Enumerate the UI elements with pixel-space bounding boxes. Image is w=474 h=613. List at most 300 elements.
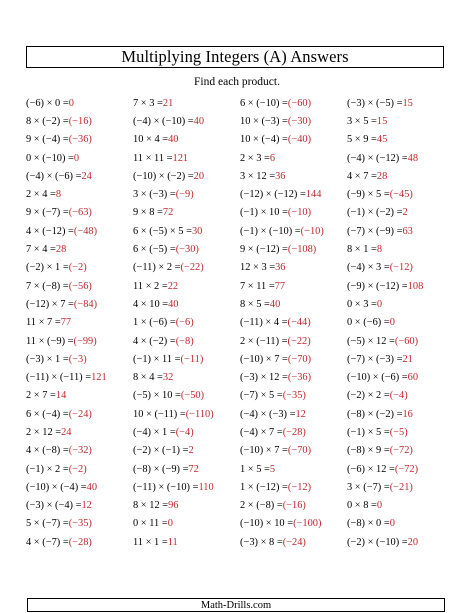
problem-answer: 5 xyxy=(269,463,276,475)
problem-expression: 0 × 3 = xyxy=(347,298,377,310)
problem-answer: (−72) xyxy=(389,445,413,457)
problem-expression: (−3) × (−4) = xyxy=(26,500,82,512)
problem-item xyxy=(26,442,133,460)
problem-expression: (−1) × 2 = xyxy=(26,463,69,475)
problem-answer: (−10) xyxy=(300,225,324,237)
problem-answer: 30 xyxy=(191,225,203,237)
problem-item xyxy=(347,185,456,203)
problem-expression: (−12) × (−12) = xyxy=(240,189,306,201)
problem-item xyxy=(347,332,456,350)
problem-expression: 4 × (−2) = xyxy=(133,335,176,347)
problem-item xyxy=(347,478,456,496)
problem-item xyxy=(133,368,240,386)
problem-answer: 110 xyxy=(198,481,214,493)
problem-item xyxy=(26,460,133,478)
problem-answer: (−2) xyxy=(68,262,87,274)
problem-expression: 12 × 3 = xyxy=(240,262,276,274)
problem-answer: (−28) xyxy=(282,426,306,438)
problem-expression: 7 × 4 = xyxy=(26,244,56,256)
problem-item xyxy=(240,387,347,405)
problem-expression: 1 × 5 = xyxy=(240,463,270,475)
problem-expression: 1 × (−12) = xyxy=(240,481,288,493)
problem-answer: 20 xyxy=(193,170,205,182)
problem-item xyxy=(347,131,456,149)
problem-expression: 2 × 12 = xyxy=(26,426,62,438)
problem-answer: 36 xyxy=(275,170,286,182)
problem-expression: 8 × 1 = xyxy=(347,244,377,256)
problem-answer: 0 xyxy=(167,518,173,530)
problem-expression: 4 × 7 = xyxy=(347,170,377,182)
problem-grid xyxy=(26,94,456,551)
problem-answer: 60 xyxy=(407,372,419,384)
problem-answer: (−28) xyxy=(68,536,92,548)
problem-answer: 108 xyxy=(407,280,424,292)
problem-expression: 7 × 3 = xyxy=(133,97,163,109)
problem-item xyxy=(347,167,456,185)
problem-expression: 5 × 9 = xyxy=(347,134,377,146)
problem-item xyxy=(133,112,240,130)
problem-answer: 6 xyxy=(269,152,276,164)
problem-answer: 40 xyxy=(269,298,281,310)
problem-item xyxy=(26,478,133,496)
problem-item xyxy=(133,423,240,441)
problem-expression: (−6) × 12 = xyxy=(347,463,395,475)
problem-expression: 6 × (−4) = xyxy=(26,408,69,420)
problem-expression: 0 × 11 = xyxy=(133,518,168,530)
problem-expression: (−8) × 0 = xyxy=(347,518,390,530)
problem-item xyxy=(240,222,347,240)
problem-expression: 2 × 4 = xyxy=(26,189,56,201)
footer-site: Math-Drills.com xyxy=(200,599,272,611)
problem-answer: (−16) xyxy=(68,115,92,127)
problem-expression: (−1) × 5 = xyxy=(347,426,390,438)
problem-answer: 24 xyxy=(81,170,92,182)
problem-item xyxy=(133,185,240,203)
problem-expression: 2 × 3 = xyxy=(240,152,270,164)
problem-item xyxy=(240,149,347,167)
problem-answer: 21 xyxy=(162,97,174,109)
problem-expression: (−10) × 7 = xyxy=(240,353,288,365)
problem-expression: 10 × (−4) = xyxy=(240,134,288,146)
problem-expression: (−8) × 9 = xyxy=(347,445,390,457)
problem-answer: (−24) xyxy=(68,408,92,420)
problem-expression: (−4) × 3 = xyxy=(347,262,390,274)
problem-item xyxy=(133,442,240,460)
problem-answer: (−48) xyxy=(73,225,98,237)
problem-item xyxy=(26,515,133,533)
problem-answer: (−9) xyxy=(175,189,194,201)
problem-answer: (−63) xyxy=(68,207,92,219)
problem-item xyxy=(240,131,347,149)
problem-answer: (−11) xyxy=(180,353,204,365)
problem-answer: 16 xyxy=(402,408,413,420)
problem-answer: (−32) xyxy=(68,445,92,457)
problem-expression: (−2) × 2 = xyxy=(347,390,390,402)
problem-item xyxy=(240,240,347,258)
problem-expression: 0 × (−6) = xyxy=(347,317,390,329)
problem-item xyxy=(240,314,347,332)
problem-expression: (−4) × 1 = xyxy=(133,426,176,438)
problem-item xyxy=(347,350,456,368)
problem-expression: 7 × (−8) = xyxy=(26,280,69,292)
problem-item xyxy=(347,240,456,258)
problem-expression: (−4) × (−12) = xyxy=(347,152,408,164)
problem-answer: 2 xyxy=(188,445,194,457)
problem-expression: (−1) × 10 = xyxy=(240,207,288,219)
problem-item xyxy=(347,94,456,112)
problem-answer: (−24) xyxy=(282,536,306,548)
problem-expression: 11 × 1 = xyxy=(133,536,168,548)
problem-answer: (−60) xyxy=(287,97,312,109)
problem-item xyxy=(347,222,456,240)
problem-item xyxy=(133,204,240,222)
problem-answer: 72 xyxy=(188,463,199,475)
problem-expression: 4 × (−12) = xyxy=(26,225,74,237)
problem-answer: (−21) xyxy=(389,481,413,493)
problem-item xyxy=(240,460,347,478)
problem-item xyxy=(347,515,456,533)
problem-item xyxy=(240,185,347,203)
problem-expression: 8 × 12 = xyxy=(133,500,169,512)
problem-answer: 96 xyxy=(168,500,179,512)
problem-expression: (−10) × (−4) = xyxy=(26,481,87,493)
problem-expression: 1 × (−6) = xyxy=(133,317,176,329)
problem-expression: (−1) × (−10) = xyxy=(240,225,301,237)
problem-expression: (−2) × (−10) = xyxy=(347,536,408,548)
problem-expression: 4 × (−8) = xyxy=(26,445,69,457)
problem-item xyxy=(26,204,133,222)
problem-answer: 28 xyxy=(376,170,388,182)
problem-item xyxy=(26,240,133,258)
problem-expression: (−4) × (−10) = xyxy=(133,115,194,127)
problem-answer: 28 xyxy=(55,244,67,256)
problem-answer: (−35) xyxy=(68,518,92,530)
problem-item xyxy=(347,533,456,551)
problem-expression: (−3) × 8 = xyxy=(240,536,283,548)
problem-answer: 121 xyxy=(172,152,189,164)
problem-expression: (−11) × 4 = xyxy=(240,317,288,329)
problem-item xyxy=(133,460,240,478)
problem-expression: 9 × (−4) = xyxy=(26,134,69,146)
problem-answer: (−2) xyxy=(68,463,87,475)
problem-expression: (−11) × (−11) = xyxy=(26,372,92,384)
problem-expression: 3 × 12 = xyxy=(240,170,276,182)
problem-answer: 0 xyxy=(68,97,74,109)
problem-expression: 6 × (−10) = xyxy=(240,97,288,109)
problem-item xyxy=(240,442,347,460)
problem-expression: 4 × 10 = xyxy=(133,298,169,310)
problem-expression: 3 × (−3) = xyxy=(133,189,176,201)
problem-answer: (−84) xyxy=(73,298,98,310)
problem-item xyxy=(133,167,240,185)
problem-item xyxy=(26,332,133,350)
problem-expression: (−2) × (−1) = xyxy=(133,445,189,457)
problem-expression: (−9) × 5 = xyxy=(347,189,390,201)
problem-answer: (−4) xyxy=(389,390,408,402)
problem-expression: (−2) × 1 = xyxy=(26,262,69,274)
problem-item xyxy=(26,149,133,167)
problem-expression: 2 × (−11) = xyxy=(240,335,288,347)
problem-item xyxy=(133,131,240,149)
problem-item xyxy=(26,167,133,185)
problem-answer: 15 xyxy=(402,97,413,109)
problem-item xyxy=(26,131,133,149)
problem-expression: (−3) × 1 = xyxy=(26,353,69,365)
problem-answer: 63 xyxy=(402,225,413,237)
problem-item xyxy=(133,259,240,277)
problem-expression: (−3) × (−5) = xyxy=(347,97,403,109)
problem-item xyxy=(26,295,133,313)
problem-item xyxy=(26,185,133,203)
problem-answer: 36 xyxy=(275,262,286,274)
problem-item xyxy=(240,515,347,533)
problem-answer: (−56) xyxy=(68,280,92,292)
problem-answer: 45 xyxy=(376,134,388,146)
problem-answer: (−22) xyxy=(180,262,204,274)
problem-expression: 8 × 5 = xyxy=(240,298,270,310)
problem-expression: (−5) × 12 = xyxy=(347,335,395,347)
problem-answer: (−70) xyxy=(287,445,312,457)
problem-answer: 8 xyxy=(376,244,383,256)
problem-answer: 72 xyxy=(162,207,174,219)
problem-answer: 15 xyxy=(376,115,388,127)
problem-item xyxy=(26,112,133,130)
problem-expression: (−7) × (−3) = xyxy=(347,353,403,365)
problem-answer: (−4) xyxy=(175,426,194,438)
problem-item xyxy=(133,222,240,240)
problem-item xyxy=(26,497,133,515)
problem-expression: (−5) × 10 = xyxy=(133,390,181,402)
problem-item xyxy=(26,387,133,405)
problem-answer: (−10) xyxy=(287,207,312,219)
problem-item xyxy=(26,405,133,423)
problem-expression: 10 × 4 = xyxy=(133,134,169,146)
problem-answer: (−16) xyxy=(282,500,306,512)
problem-expression: (−8) × (−9) = xyxy=(133,463,189,475)
problem-item xyxy=(26,314,133,332)
problem-answer: (−110) xyxy=(185,408,214,420)
problem-expression: 11 × (−9) = xyxy=(26,335,74,347)
problem-item xyxy=(240,277,347,295)
worksheet-title: Multiplying Integers (A) Answers xyxy=(121,47,349,66)
problem-answer: 32 xyxy=(162,372,174,384)
problem-answer: (−30) xyxy=(175,244,199,256)
problem-answer: (−44) xyxy=(287,317,311,329)
problem-expression: 4 × (−7) = xyxy=(26,536,69,548)
problem-expression: (−4) × (−3) = xyxy=(240,408,296,420)
problem-item xyxy=(347,204,456,222)
problem-expression: 2 × (−8) = xyxy=(240,500,283,512)
problem-answer: 144 xyxy=(305,189,322,201)
problem-item xyxy=(26,277,133,295)
problem-expression: 11 × 7 = xyxy=(26,317,61,329)
problem-expression: 3 × 5 = xyxy=(347,115,377,127)
problem-item xyxy=(133,149,240,167)
problem-answer: (−60) xyxy=(394,335,419,347)
problem-expression: (−10) × (−2) = xyxy=(133,170,194,182)
problem-item xyxy=(26,423,133,441)
problem-item xyxy=(133,94,240,112)
problem-answer: 0 xyxy=(73,152,80,164)
problem-expression: (−1) × (−2) = xyxy=(347,207,403,219)
problem-answer: (−72) xyxy=(394,463,419,475)
problem-answer: 40 xyxy=(168,134,179,146)
problem-answer: 8 xyxy=(55,189,62,201)
problem-answer: (−108) xyxy=(287,244,317,256)
problem-answer: 121 xyxy=(91,372,107,384)
problem-expression: 0 × (−10) = xyxy=(26,152,74,164)
problem-item xyxy=(240,533,347,551)
problem-item xyxy=(133,497,240,515)
problem-item xyxy=(26,222,133,240)
problem-item xyxy=(26,259,133,277)
problem-item xyxy=(133,314,240,332)
problem-answer: (−99) xyxy=(73,335,97,347)
problem-expression: 2 × 7 = xyxy=(26,390,56,402)
problem-expression: (−6) × 0 = xyxy=(26,97,69,109)
problem-item xyxy=(240,368,347,386)
problem-answer: 21 xyxy=(402,353,413,365)
problem-item xyxy=(240,478,347,496)
problem-answer: 40 xyxy=(86,481,98,493)
problem-item xyxy=(133,350,240,368)
problem-item xyxy=(133,515,240,533)
problem-answer: 22 xyxy=(167,280,179,292)
problem-answer: (−5) xyxy=(389,426,408,438)
problem-item xyxy=(240,405,347,423)
problem-item xyxy=(133,387,240,405)
problem-answer: 24 xyxy=(61,426,72,438)
problem-item xyxy=(240,350,347,368)
problem-expression: 9 × (−12) = xyxy=(240,244,288,256)
problem-item xyxy=(240,497,347,515)
problem-expression: (−10) × 7 = xyxy=(240,445,288,457)
problem-expression: 6 × (−5) = xyxy=(133,244,176,256)
problem-expression: 10 × (−3) = xyxy=(240,115,288,127)
problem-item xyxy=(133,240,240,258)
problem-answer: (−12) xyxy=(287,481,312,493)
problem-answer: (−50) xyxy=(180,390,205,402)
problem-answer: (−6) xyxy=(175,317,194,329)
problem-item xyxy=(26,533,133,551)
problem-item xyxy=(347,405,456,423)
problem-item xyxy=(133,478,240,496)
problem-expression: 6 × (−5) × 5 = xyxy=(133,225,192,237)
problem-item xyxy=(240,94,347,112)
problem-expression: (−12) × 7 = xyxy=(26,298,74,310)
problem-answer: 0 xyxy=(376,500,383,512)
problem-answer: (−36) xyxy=(287,372,312,384)
problem-item xyxy=(26,350,133,368)
problem-item xyxy=(240,423,347,441)
problem-item xyxy=(347,295,456,313)
problem-item xyxy=(133,277,240,295)
problem-answer: 0 xyxy=(389,518,395,530)
problem-answer: 0 xyxy=(376,298,383,310)
problem-item xyxy=(347,277,456,295)
problem-item xyxy=(347,442,456,460)
problem-answer: (−12) xyxy=(389,262,413,274)
problem-answer: 2 xyxy=(402,207,408,219)
problem-answer: 14 xyxy=(55,390,67,402)
problem-expression: 10 × (−11) = xyxy=(133,408,186,420)
problem-item xyxy=(133,533,240,551)
problem-expression: 3 × (−7) = xyxy=(347,481,390,493)
problem-item xyxy=(240,332,347,350)
problem-item xyxy=(26,94,133,112)
problem-expression: (−7) × (−9) = xyxy=(347,225,403,237)
problem-expression: (−11) × 2 = xyxy=(133,262,181,274)
problem-answer: 77 xyxy=(274,280,286,292)
problem-item xyxy=(347,368,456,386)
problem-item xyxy=(133,295,240,313)
problem-answer: 48 xyxy=(407,152,419,164)
problem-item xyxy=(347,460,456,478)
problem-answer: (−70) xyxy=(287,353,312,365)
problem-expression: (−7) × 5 = xyxy=(240,390,283,402)
problem-answer: (−40) xyxy=(287,134,312,146)
problem-answer: 0 xyxy=(389,317,395,329)
problem-expression: (−9) × (−12) = xyxy=(347,280,408,292)
problem-answer: 40 xyxy=(193,115,205,127)
problem-item xyxy=(240,167,347,185)
problem-expression: (−4) × 7 = xyxy=(240,426,283,438)
problem-item xyxy=(240,259,347,277)
problem-answer: (−36) xyxy=(68,134,92,146)
instructions: Find each product. xyxy=(194,76,280,88)
problem-item xyxy=(347,423,456,441)
problem-item xyxy=(240,204,347,222)
problem-item xyxy=(26,368,133,386)
problem-answer: 20 xyxy=(407,536,419,548)
problem-expression: (−8) × (−2) = xyxy=(347,408,403,420)
problem-expression: 8 × 4 = xyxy=(133,372,163,384)
problem-expression: 8 × (−2) = xyxy=(26,115,69,127)
problem-answer: (−3) xyxy=(68,353,87,365)
problem-item xyxy=(347,387,456,405)
problem-answer: (−22) xyxy=(287,335,311,347)
problem-item xyxy=(240,112,347,130)
problem-expression: 5 × (−7) = xyxy=(26,518,69,530)
problem-item xyxy=(347,259,456,277)
problem-expression: 11 × 11 = xyxy=(133,152,173,164)
problem-expression: (−10) × 10 = xyxy=(240,518,294,530)
problem-answer: 12 xyxy=(81,500,92,512)
problem-answer: (−100) xyxy=(293,518,322,530)
problem-expression: (−1) × 11 = xyxy=(133,353,181,365)
problem-expression: (−4) × (−6) = xyxy=(26,170,82,182)
problem-expression: 11 × 2 = xyxy=(133,280,168,292)
problem-expression: (−3) × 12 = xyxy=(240,372,288,384)
problem-expression: (−11) × (−10) = xyxy=(133,481,199,493)
problem-item xyxy=(133,332,240,350)
problem-expression: 9 × 8 = xyxy=(133,207,163,219)
problem-item xyxy=(347,149,456,167)
problem-expression: (−10) × (−6) = xyxy=(347,372,408,384)
problem-answer: 12 xyxy=(295,408,306,420)
problem-item xyxy=(240,295,347,313)
problem-expression: 7 × 11 = xyxy=(240,280,275,292)
problem-answer: (−8) xyxy=(175,335,194,347)
footer-box xyxy=(27,598,445,612)
problem-item xyxy=(347,112,456,130)
problem-expression: 0 × 8 = xyxy=(347,500,377,512)
problem-item xyxy=(133,405,240,423)
problem-item xyxy=(347,314,456,332)
problem-answer: 77 xyxy=(60,317,72,329)
problem-answer: (−35) xyxy=(282,390,306,402)
problem-answer: 40 xyxy=(168,298,179,310)
